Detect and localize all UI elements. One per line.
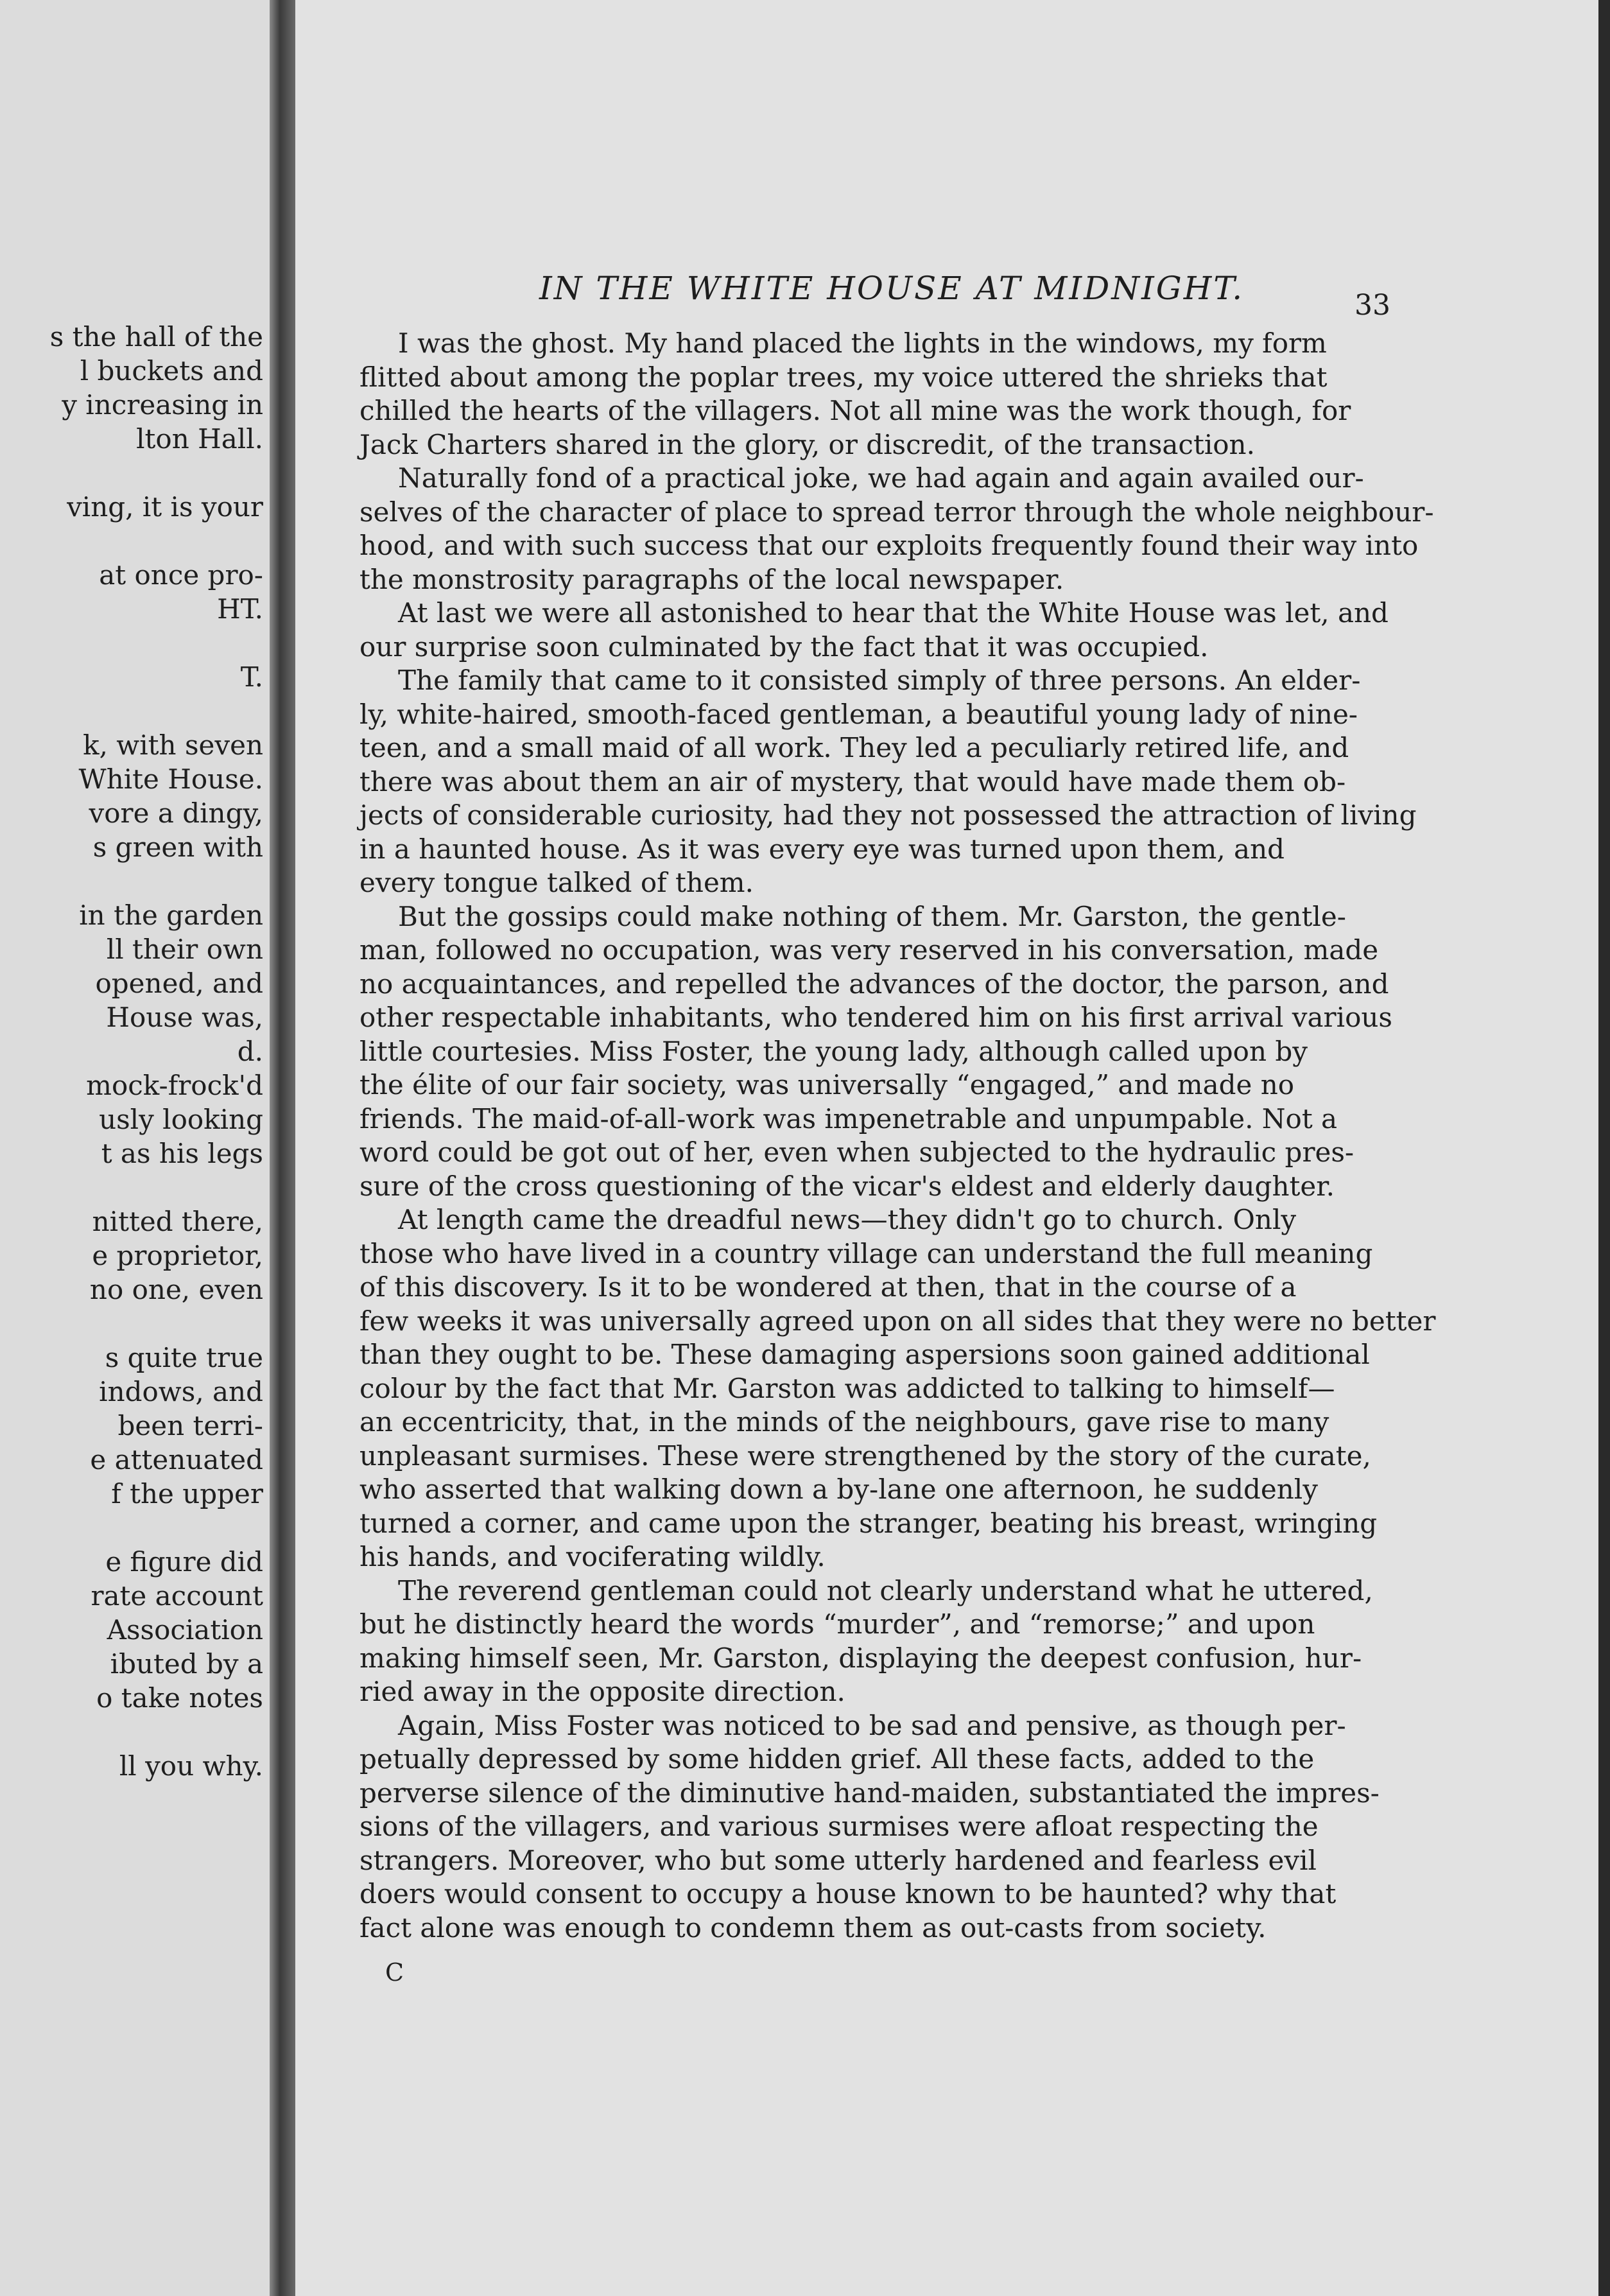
body-line: those who have lived in a country village can understand the full meaning <box>359 1237 1373 1269</box>
left-page-line: HT. <box>217 593 263 625</box>
body-line: word could be got out of her, even when subjected to the hydraulic pres- <box>359 1136 1355 1168</box>
body-line: the élite of our fair society, was universally “engaged,” and made no <box>359 1069 1295 1100</box>
left-page-line: ibuted by a <box>110 1648 263 1680</box>
left-page-line: s the hall of the <box>49 321 263 352</box>
body-line: colour by the fact that Mr. Garston was addicted to talking to himself— <box>359 1372 1335 1404</box>
body-line: The family that came to it consisted simply of three persons. An elder- <box>398 665 1361 696</box>
body-line: Jack Charters shared in the glory, or discredit, of the transaction. <box>359 428 1255 460</box>
left-page <box>0 0 270 2296</box>
left-page-line: rate account <box>91 1580 263 1612</box>
body-line: petually depressed by some hidden grief. All these facts, added to the <box>359 1743 1315 1775</box>
left-page-line: lton Hall. <box>136 423 263 455</box>
left-page-line: o take notes <box>96 1682 263 1714</box>
book-gutter <box>270 0 295 2296</box>
left-page-line: y increasing in <box>62 389 263 421</box>
left-page-line: White House. <box>78 763 263 795</box>
left-page-line: e figure did <box>105 1546 263 1578</box>
body-line: friends. The maid-of-all-work was impenetrable and unpumpable. Not a <box>359 1102 1338 1135</box>
body-line: our surprise soon culminated by the fact that it was occupied. <box>359 631 1209 663</box>
body-line: other respectable inhabitants, who tendered him on his first arrival various <box>359 1002 1392 1033</box>
left-page-line: been terri- <box>117 1410 263 1441</box>
body-line: who asserted that walking down a by-lane one afternoon, he suddenly <box>359 1474 1318 1505</box>
body-line: fact alone was enough to condemn them as out-casts from society. <box>359 1911 1267 1944</box>
left-page-line: k, with seven <box>83 729 263 761</box>
left-page-line: e proprietor, <box>92 1240 263 1271</box>
left-page-line: in the garden <box>79 900 263 931</box>
left-page-line: t as his legs <box>101 1138 263 1169</box>
body-line: than they ought to be. These damaging aspersions soon gained additional <box>359 1339 1370 1370</box>
body-line: perverse silence of the diminutive hand-maiden, substantiated the impres- <box>359 1777 1380 1809</box>
running-header: IN THE WHITE HOUSE AT MIDNIGHT. <box>539 270 1245 307</box>
body-line: no acquaintances, and repelled the advances of the doctor, the parson, and <box>359 968 1389 1000</box>
left-page-line: s green with <box>92 831 263 863</box>
body-line: chilled the hearts of the villagers. Not all mine was the work though, for <box>359 395 1351 426</box>
body-line: man, followed no occupation, was very reserved in his conversation, made <box>359 934 1379 966</box>
body-line: At last we were all astonished to hear that the White House was let, and <box>398 597 1389 629</box>
body-line: But the gossips could make nothing of them. Mr. Garston, the gentle- <box>398 900 1346 932</box>
left-page-line: ving, it is your <box>67 491 263 523</box>
left-page-line: T. <box>240 661 263 693</box>
body-line: sions of the villagers, and various surmises were afloat respecting the <box>359 1811 1319 1842</box>
left-page-line: Association <box>107 1614 263 1646</box>
left-page-line: no one, even <box>89 1274 263 1305</box>
left-page-line: mock-frock'd <box>86 1070 263 1101</box>
body-line: turned a corner, and came upon the stranger, beating his breast, wringing <box>359 1507 1378 1539</box>
left-page-line: ll their own <box>106 934 263 965</box>
body-line: strangers. Moreover, who but some utterly hardened and fearless evil <box>359 1844 1317 1876</box>
body-line: making himself seen, Mr. Garston, displaying the deepest confusion, hur- <box>359 1642 1362 1674</box>
left-page-line: e attenuated <box>90 1444 263 1475</box>
body-line: few weeks it was universally agreed upon on all sides that they were no better <box>359 1305 1436 1337</box>
body-line: doers would consent to occupy a house known to be haunted? why that <box>359 1878 1337 1909</box>
left-page-line: l buckets and <box>80 355 263 387</box>
left-page-line: vore a dingy, <box>89 797 263 829</box>
body-line: selves of the character of place to spread terror through the whole neighbour- <box>359 496 1434 528</box>
body-line: the monstrosity paragraphs of the local newspaper. <box>359 563 1064 595</box>
body-line: unpleasant surmises. These were strengthened by the story of the curate, <box>359 1439 1371 1472</box>
body-line: The reverend gentleman could not clearly understand what he uttered, <box>398 1574 1373 1606</box>
body-line: ly, white-haired, smooth-faced gentleman, a beautiful young lady of nine- <box>359 698 1358 730</box>
body-line: there was about them an air of mystery, that would have made them ob- <box>359 765 1346 797</box>
left-page-line: usly looking <box>99 1104 263 1135</box>
left-page-line: nitted there, <box>92 1206 263 1237</box>
body-line: ried away in the opposite direction. <box>359 1676 845 1707</box>
body-line: little courtesies. Miss Foster, the young lady, although called upon by <box>359 1035 1308 1067</box>
left-page-line: d. <box>237 1036 263 1067</box>
body-line: teen, and a small maid of all work. They led a peculiarly retired life, and <box>359 732 1349 763</box>
body-line: but he distinctly heard the words “murder”, and “remorse;” and upon <box>359 1608 1315 1640</box>
left-page-line: f the upper <box>111 1478 263 1509</box>
body-line: flitted about among the poplar trees, my voice uttered the shrieks that <box>359 361 1328 393</box>
body-line: of this discovery. Is it to be wondered at then, that in the course of a <box>359 1271 1297 1303</box>
left-page-line: indows, and <box>99 1376 263 1407</box>
left-page-line: ll you why. <box>119 1750 263 1782</box>
body-line: an eccentricity, that, in the minds of the neighbours, gave rise to many <box>359 1406 1329 1438</box>
body-line: sure of the cross questioning of the vicar's eldest and elderly daughter. <box>359 1170 1335 1202</box>
page-number: 33 <box>1355 289 1390 322</box>
body-line: in a haunted house. As it was every eye was turned upon them, and <box>359 833 1285 865</box>
signature-mark: C <box>385 1958 404 1987</box>
body-line: every tongue talked of them. <box>359 867 754 898</box>
body-line: At length came the dreadful news—they didn't go to church. Only <box>398 1204 1297 1235</box>
body-line: hood, and with such success that our exploits frequently found their way into <box>359 530 1419 561</box>
body-line: jects of considerable curiosity, had they not possessed the attraction of living <box>359 799 1417 831</box>
left-page-line: opened, and <box>95 968 263 999</box>
body-line: his hands, and vociferating wildly. <box>359 1541 826 1572</box>
body-line: Naturally fond of a practical joke, we had again and again availed our- <box>398 462 1364 494</box>
left-page-line: s quite true <box>105 1342 263 1373</box>
left-page-line: at once pro- <box>99 559 263 591</box>
body-line: Again, Miss Foster was noticed to be sad and pensive, as though per- <box>398 1709 1346 1741</box>
left-page-line: House was, <box>106 1002 263 1033</box>
body-line: I was the ghost. My hand placed the lights in the windows, my form <box>398 327 1327 359</box>
